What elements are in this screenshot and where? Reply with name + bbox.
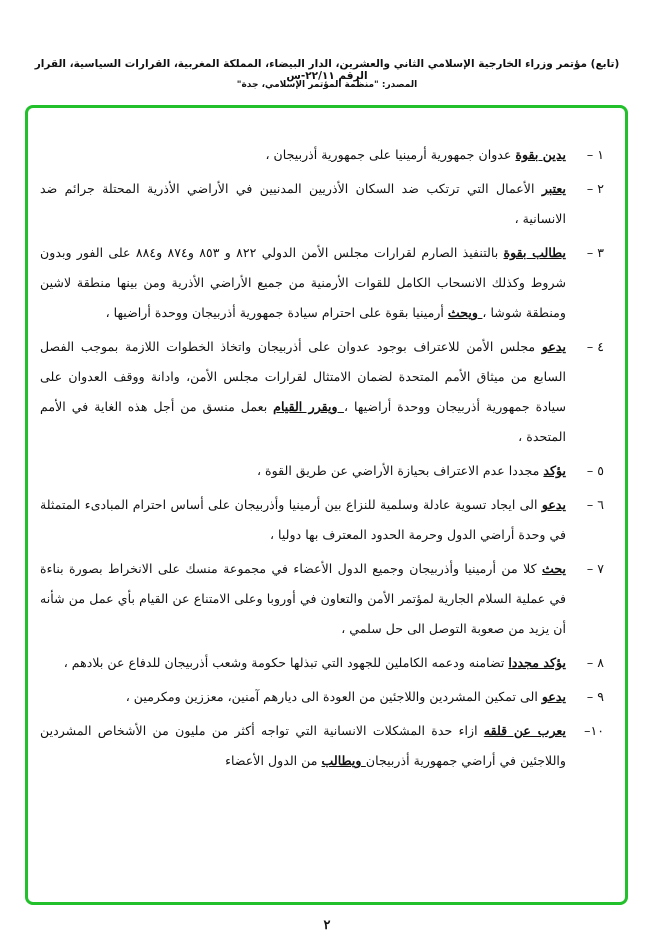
resolution-item bbox=[40, 554, 604, 644]
item-body: تضامنه ودعمه الكاملين للجهود التي تبذلها حكومة وشعب أذربيجان للدفاع عن بلادهم ، bbox=[63, 655, 509, 670]
item-keyword: يدعو bbox=[541, 689, 566, 704]
item-keyword: يؤكد bbox=[543, 463, 566, 478]
item-text bbox=[40, 174, 566, 234]
item-number: ٣ – bbox=[586, 245, 604, 260]
item-keyword: يدعو bbox=[541, 497, 566, 512]
item-body: الأعمال التي ترتكب ضد السكان الأذريين المدنيين في الأراضي الأذرية المحتلة جرائم ضد الانسانية ، bbox=[40, 181, 566, 226]
item-body: بالتنفيذ الصارم لقرارات مجلس الأمن الدولي ٨٢٢ و ٨٥٣ و٨٧٤ و٨٨٤ على الفور وبدون شروط وكذلك الانسحاب الكامل للقوات الأرمنية من جميع الأراضي الأذرية ومن بينها منطقة لاشين ومنطقة شوشا ، bbox=[40, 245, 566, 320]
item-number: ٦ – bbox=[586, 497, 604, 512]
item-keyword: يعتبر bbox=[541, 181, 566, 196]
item-keyword: يدعو bbox=[541, 339, 566, 354]
item-keyword: يحث bbox=[541, 561, 566, 576]
resolution-item bbox=[40, 456, 604, 486]
item-text bbox=[40, 554, 566, 644]
document-source: المصدر: "منظمة المؤتمر الإسلامي، جدة" bbox=[236, 80, 418, 90]
item-text bbox=[40, 490, 566, 550]
item-body: عدوان جمهورية أرمينيا على جمهورية أذربيجان ، bbox=[265, 147, 516, 162]
item-body: كلا من أرمينيا وأذربيجان وجميع الدول الأعضاء في مجموعة منسك على الانخراط بصورة بناءة في عملية السلام الجارية لمؤتمر الأمن والتعاون في أوروبا وعلى الامتناع عن القيام بأي عمل من شأنه أن يزيد من صعوبة التوصل الى حل سلمي ، bbox=[40, 561, 566, 636]
item-body: ازاء حدة المشكلات الانسانية التي تواجه أكثر من مليون من الأشخاص المشردين واللاجئين في أراضي جمهورية أذربيجان bbox=[40, 723, 566, 768]
item-keyword: يعرب عن قلقه bbox=[483, 723, 566, 738]
item-keyword: يدين بقوة bbox=[515, 147, 566, 162]
item-number: ٧ – bbox=[586, 561, 604, 576]
item-text bbox=[40, 716, 566, 776]
item-body: مجلس الأمن للاعتراف بوجود عدوان على أذربيجان واتخاذ الخطوات اللازمة بموجب الفصل السابع من ميثاق الأمم المتحدة لضمان الامتثال لقرارات مجلس الأمن، وادانة ووقف العدوان على سيادة جمهورية أذربيجان ووحدة أراضيها ، bbox=[40, 339, 566, 414]
item-body: مجددا عدم الاعتراف بحيازة الأراضي عن طريق القوة ، bbox=[256, 463, 544, 478]
item-number: ٥ – bbox=[586, 463, 604, 478]
item-text bbox=[40, 648, 566, 678]
resolution-item bbox=[40, 716, 604, 776]
item-keyword: ويقرر القيام bbox=[273, 399, 344, 414]
item-body: من الدول الأعضاء bbox=[225, 753, 322, 768]
item-number: ١ – bbox=[586, 147, 604, 162]
item-number: ٨ – bbox=[586, 655, 604, 670]
resolution-item bbox=[40, 174, 604, 234]
resolution-item bbox=[40, 648, 604, 678]
item-keyword: يطالب بقوة bbox=[503, 245, 567, 260]
item-keyword: ويحث bbox=[447, 305, 483, 320]
item-number: ٢ – bbox=[586, 181, 604, 196]
item-body: أرمينيا بقوة على احترام سيادة جمهورية أذربيجان ووحدة أراضيها ، bbox=[105, 305, 448, 320]
item-text bbox=[40, 238, 566, 328]
item-body: بعمل منسق من أجل هذه الغاية في الأمم المتحدة ، bbox=[40, 399, 566, 444]
resolution-item bbox=[40, 332, 604, 452]
item-text bbox=[40, 332, 566, 452]
item-number: ١٠– bbox=[584, 723, 604, 738]
resolution-items bbox=[40, 140, 604, 780]
item-number: ٩ – bbox=[586, 689, 604, 704]
item-text bbox=[40, 140, 566, 170]
page-number: ٢ bbox=[323, 918, 331, 933]
resolution-item bbox=[40, 140, 604, 170]
item-body: الى تمكين المشردين واللاجئين من العودة الى ديارهم آمنين، معززين ومكرمين ، bbox=[125, 689, 542, 704]
resolution-item bbox=[40, 682, 604, 712]
document-header: (تابع) مؤتمر وزراء الخارجية الإسلامي الثاني والعشرين، الدار البيضاء، المملكة المغربية، القرارات السياسية، القرار الرقم ٢٢/١١-س bbox=[34, 58, 620, 82]
item-keyword: ويطالب bbox=[321, 753, 366, 768]
item-text bbox=[40, 456, 566, 486]
item-number: ٤ – bbox=[586, 339, 604, 354]
item-text bbox=[40, 682, 566, 712]
item-keyword: يؤكد مجددا bbox=[508, 655, 566, 670]
resolution-item bbox=[40, 238, 604, 328]
item-body: الى ايجاد تسوية عادلة وسلمية للنزاع بين أرمينيا وأذربيجان على أساس احترام المبادىء المتمثلة في وحدة أراضي الدول وحرمة الحدود المعترف بها دوليا ، bbox=[40, 497, 566, 542]
resolution-item bbox=[40, 490, 604, 550]
